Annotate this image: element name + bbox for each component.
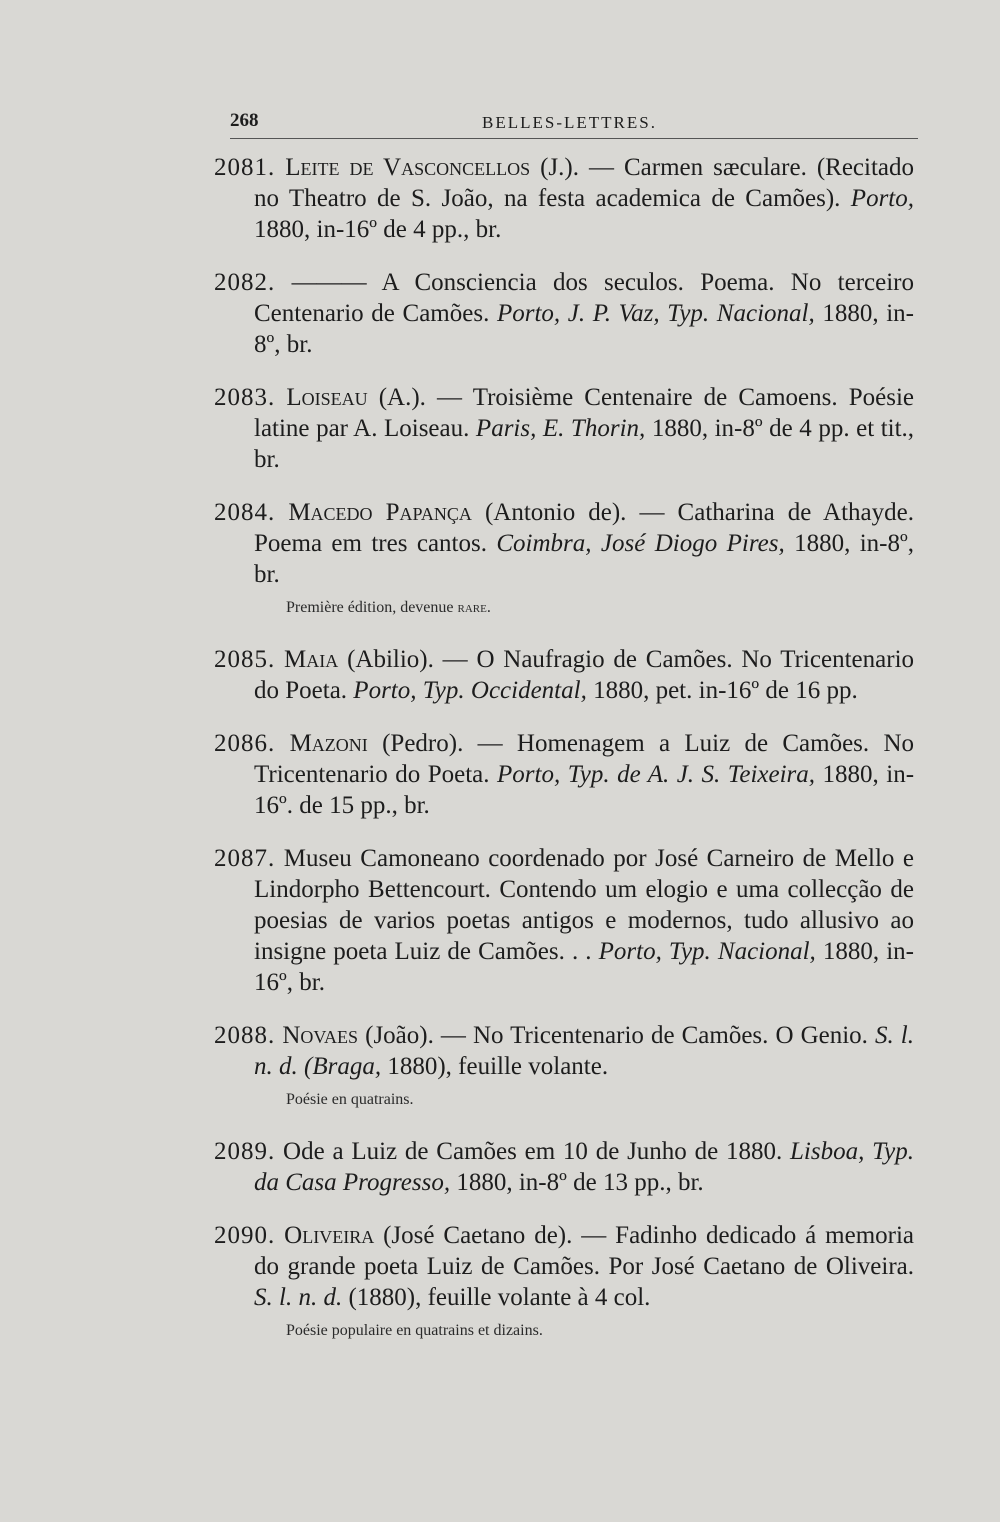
entry-author: Oliveira <box>284 1222 375 1249</box>
entry-details: 1880, in-8º, br. <box>254 530 915 588</box>
entry-details: 1880), feuille volante. <box>387 1053 609 1080</box>
entry-imprint: Coimbra, José Diogo Pires, <box>496 530 785 557</box>
note-text: Première édition, devenue <box>286 599 454 616</box>
bibliography-entries <box>214 152 914 1367</box>
entry-title: Museu Camoneano coordenado por José Carneiro de Mello e Lindorpho Bettencourt. Contendo um elogio e uma collecção de poesias de varios poetas antigos e modernos, tudo allusivo ao insigne poeta Luiz de Camões. . . <box>254 845 914 965</box>
entry-title: — Carmen sæculare. (Recitado no Theatro de S. João, na festa academica de Camões). <box>254 154 914 212</box>
entry-2089 <box>214 1136 914 1198</box>
entry-number: 2090. <box>214 1222 276 1249</box>
entry-details: 1880, in-8º de 13 pp., br. <box>456 1169 704 1196</box>
entry-note <box>214 598 914 618</box>
entry-number: 2086. <box>214 730 276 757</box>
entry-2088 <box>214 1020 914 1082</box>
entry-title: (José Caetano de). — Fadinho dedicado á memoria do grande poeta Luiz de Camões. Por José Caetano de Oliveira. <box>254 1222 915 1280</box>
entry-author: Maia <box>284 646 339 673</box>
note-rare: rare. <box>457 599 491 616</box>
entry-2090 <box>214 1220 914 1313</box>
entry-title: — Troisième Centenaire de Camoens. Poésie latine par A. Loiseau. <box>254 384 915 442</box>
entry-2083 <box>214 382 914 475</box>
entry-imprint: Paris, E. Thorin, <box>475 415 646 442</box>
running-title: BELLES-LETTRES. <box>482 113 657 132</box>
entry-title: Ode a Luiz de Camões em 10 de Junho de 1880. <box>283 1138 783 1165</box>
entry-number: 2082. <box>214 269 276 296</box>
entry-number: 2089. <box>214 1138 276 1165</box>
entry-details: 1880, in-16º, br. <box>254 938 915 996</box>
entry-author: Macedo Papança <box>288 499 472 526</box>
entry-details: 1880, in-8º de 4 pp. et tit., br. <box>254 415 915 473</box>
entry-imprint: S. l. n. d. <box>254 1284 343 1311</box>
entry-number: 2087. <box>214 845 276 872</box>
entry-imprint: Porto, J. P. Vaz, Typ. Nacional, <box>496 300 815 327</box>
entry-imprint: Porto, <box>850 185 914 212</box>
entry-title: (Abilio). — O Naufragio de Camões. No Tricentenario do Poeta. <box>254 646 915 704</box>
entry-2085 <box>214 644 914 706</box>
entry-number: 2085. <box>214 646 276 673</box>
entry-imprint: Porto, Typ. Nacional, <box>598 938 816 965</box>
entry-2082 <box>214 267 914 360</box>
note-text: Poésie en quatrains. <box>286 1091 414 1108</box>
entry-note <box>214 1090 914 1110</box>
entry-2086 <box>214 728 914 821</box>
entry-title: (Antonio de). — Catharina de Athayde. Poema em tres cantos. <box>254 499 915 557</box>
page-number: 268 <box>230 110 259 131</box>
note-text: Poésie populaire en quatrains et dizains. <box>286 1322 543 1339</box>
entry-2084 <box>214 497 914 590</box>
entry-note <box>214 1321 914 1341</box>
entry-number: 2088. <box>214 1022 276 1049</box>
entry-number: 2083. <box>214 384 276 411</box>
entry-imprint: Porto, Typ. de A. J. S. Teixeira, <box>497 761 816 788</box>
entry-details: 1880, pet. in-16º de 16 pp. <box>593 677 858 704</box>
entry-details: 1880, in-16º. de 15 pp., br. <box>254 761 915 819</box>
entry-details: (1880), feuille volante à 4 col. <box>348 1284 651 1311</box>
entry-number: 2084. <box>214 499 276 526</box>
entry-imprint: Porto, Typ. Occidental, <box>353 677 587 704</box>
entry-2081 <box>214 152 914 245</box>
page-header <box>230 110 918 139</box>
entry-imprint: Lisboa, Typ. da Casa Progresso, <box>254 1138 914 1196</box>
entry-author: Loiseau (A.). <box>286 384 426 411</box>
entry-author: Leite de Vasconcellos (J.). <box>285 154 579 181</box>
entry-author: Mazoni <box>289 730 368 757</box>
entry-2087 <box>214 843 914 998</box>
entry-title: (Pedro). — Homenagem a Luiz de Camões. No Tricentenario do Poeta. <box>254 730 915 788</box>
entry-author: Novaes <box>282 1022 359 1049</box>
entry-author-dash: ——— <box>291 269 367 296</box>
entry-title: (João). — No Tricentenario de Camões. O Genio. <box>365 1022 868 1049</box>
entry-details: 1880, in-16º de 4 pp., br. <box>254 216 502 243</box>
entry-imprint: S. l. n. d. (Braga, <box>254 1022 915 1080</box>
entry-title: A Consciencia dos seculos. Poema. No terceiro Centenario de Camões. <box>254 269 915 327</box>
entry-details: 1880, in-8º, br. <box>254 300 914 358</box>
entry-number: 2081. <box>214 154 276 181</box>
